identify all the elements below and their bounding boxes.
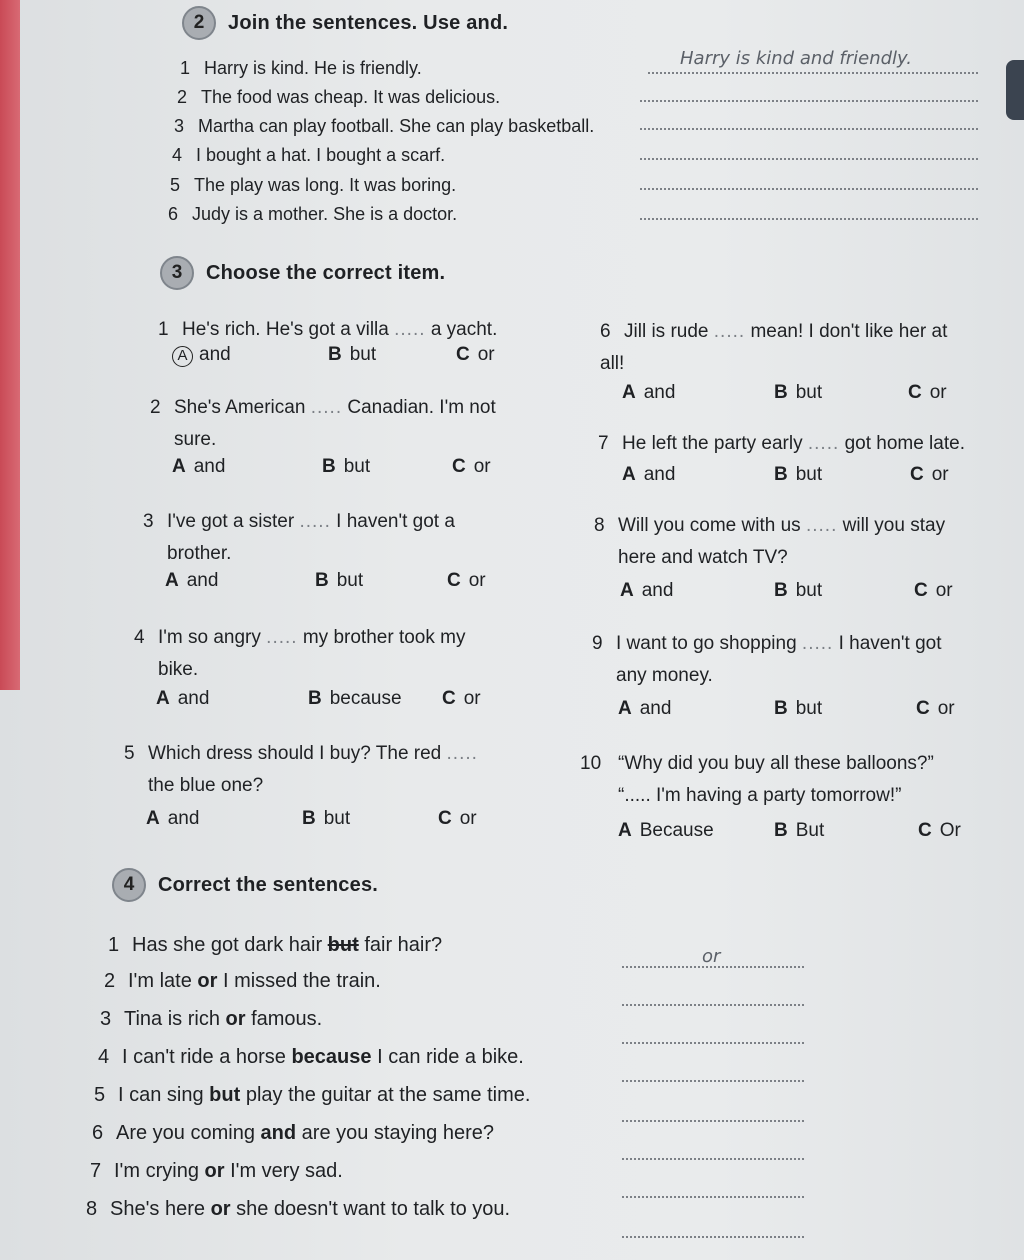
answer-line[interactable]	[622, 1120, 804, 1122]
option-b[interactable]: B but	[774, 580, 823, 601]
option-a[interactable]: A and	[172, 344, 231, 367]
option-b[interactable]: B but	[315, 570, 364, 591]
option-a[interactable]: A and	[618, 698, 672, 719]
ex4-item-7: 7 I'm crying or I'm very sad.	[90, 1160, 343, 1182]
ex2-item-1: 1 Harry is kind. He is friendly.	[180, 58, 422, 78]
exercise-number-badge: 4	[112, 868, 146, 902]
option-a[interactable]: A and	[172, 456, 226, 477]
ex3-question-3: 3 I've got a sister ..... I haven't got a brother.	[143, 511, 455, 564]
option-a[interactable]: A Because	[618, 820, 714, 841]
ex2-item-6: 6 Judy is a mother. She is a doctor.	[168, 204, 458, 224]
option-c[interactable]: C or	[914, 580, 953, 601]
answer-line[interactable]	[622, 1196, 804, 1198]
option-a[interactable]: A and	[165, 570, 219, 591]
ex4-item-6: 6 Are you coming and are you staying here?	[92, 1122, 494, 1144]
answer-line[interactable]	[640, 128, 978, 130]
exercise-number-badge: 3	[160, 256, 194, 290]
ex4-answer-1[interactable]: or	[702, 946, 721, 967]
ex2-item-5: 5 The play was long. It was boring.	[170, 175, 457, 195]
ex3-question-8: 8 Will you come with us ..... will you stay here and watch TV?	[594, 515, 946, 568]
option-b[interactable]: B But	[774, 820, 825, 841]
ex2-item-2: 2 The food was cheap. It was delicious.	[177, 87, 501, 107]
ex2-answer-1[interactable]: Harry is kind and friendly.	[680, 48, 913, 69]
answer-line[interactable]	[622, 1236, 804, 1238]
ex3-question-1: 1 He's rich. He's got a villa ..... a yacht.	[158, 319, 498, 340]
option-c[interactable]: C or	[442, 688, 481, 709]
option-c[interactable]: C or	[916, 698, 955, 719]
exercise-number-badge: 2	[182, 6, 216, 40]
answer-line[interactable]	[622, 1158, 804, 1160]
selected-answer-circle: A	[172, 346, 193, 367]
answer-line[interactable]	[648, 72, 978, 74]
ex4-item-8: 8 She's here or she doesn't want to talk to you.	[86, 1198, 511, 1220]
answer-line[interactable]	[622, 966, 804, 968]
ex3-question-10: 10 “Why did you buy all these balloons?” “..... I'm having a party tomorrow!”	[580, 753, 934, 806]
ex3-question-2: 2 She's American ..... Canadian. I'm not sure.	[150, 397, 496, 450]
answer-line[interactable]	[622, 1004, 804, 1006]
ex2-item-3: 3 Martha can play football. She can play basketball.	[174, 116, 595, 136]
option-c[interactable]: C or	[452, 456, 491, 477]
option-a[interactable]: A and	[146, 808, 200, 829]
option-c[interactable]: C or	[438, 808, 477, 829]
exercise-title: Correct the sentences.	[158, 873, 379, 896]
exercise-4-heading	[112, 868, 378, 902]
option-a[interactable]: A and	[622, 464, 676, 485]
page-spine-edge	[0, 0, 20, 690]
option-c[interactable]: C or	[447, 570, 486, 591]
option-a[interactable]: A and	[156, 688, 210, 709]
option-a[interactable]: A and	[620, 580, 674, 601]
crossed-out-word: but	[327, 934, 359, 956]
ex4-item-4: 4 I can't ride a horse because I can ride a bike.	[98, 1046, 524, 1068]
option-a[interactable]: A and	[622, 382, 676, 403]
answer-line[interactable]	[640, 218, 978, 220]
ex3-question-5: 5 Which dress should I buy? The red ..... the blue one?	[124, 743, 478, 796]
option-b[interactable]: B but	[774, 464, 823, 485]
answer-line[interactable]	[622, 1042, 804, 1044]
ex3-question-4: 4 I'm so angry ..... my brother took my bike.	[134, 627, 466, 680]
option-c[interactable]: C Or	[918, 820, 961, 841]
answer-line[interactable]	[640, 188, 978, 190]
answer-line[interactable]	[640, 100, 978, 102]
ex4-item-3: 3 Tina is rich or famous.	[100, 1008, 323, 1030]
ex4-item-1: 1 Has she got dark hair but fair hair?	[108, 934, 443, 956]
option-b[interactable]: B because	[308, 688, 402, 709]
option-c[interactable]: C or	[910, 464, 949, 485]
option-b[interactable]: B but	[774, 698, 823, 719]
option-b[interactable]: B but	[322, 456, 371, 477]
option-c[interactable]: C or	[908, 382, 947, 403]
option-b[interactable]: B but	[302, 808, 351, 829]
exercise-3-heading	[160, 256, 445, 290]
ex4-item-2: 2 I'm late or I missed the train.	[104, 970, 381, 992]
ex3-question-6: 6 Jill is rude ..... mean! I don't like her at all!	[600, 321, 948, 374]
exercise-2-heading	[182, 6, 508, 40]
option-b[interactable]: B but	[774, 382, 823, 403]
option-c[interactable]: C or	[456, 344, 495, 365]
option-b[interactable]: B but	[328, 344, 377, 365]
exercise-title: Join the sentences. Use and.	[228, 11, 509, 34]
ex2-item-4: 4 I bought a hat. I bought a scarf.	[172, 145, 446, 165]
answer-line[interactable]	[640, 158, 978, 160]
ex3-question-7: 7 He left the party early ..... got home late.	[598, 433, 965, 454]
ex4-item-5: 5 I can sing but play the guitar at the same time.	[94, 1084, 531, 1106]
exercise-title: Choose the correct item.	[206, 261, 446, 284]
ex3-question-9: 9 I want to go shopping ..... I haven't got any money.	[592, 633, 942, 686]
answer-line[interactable]	[622, 1080, 804, 1082]
page-tab-marker	[1006, 60, 1024, 120]
